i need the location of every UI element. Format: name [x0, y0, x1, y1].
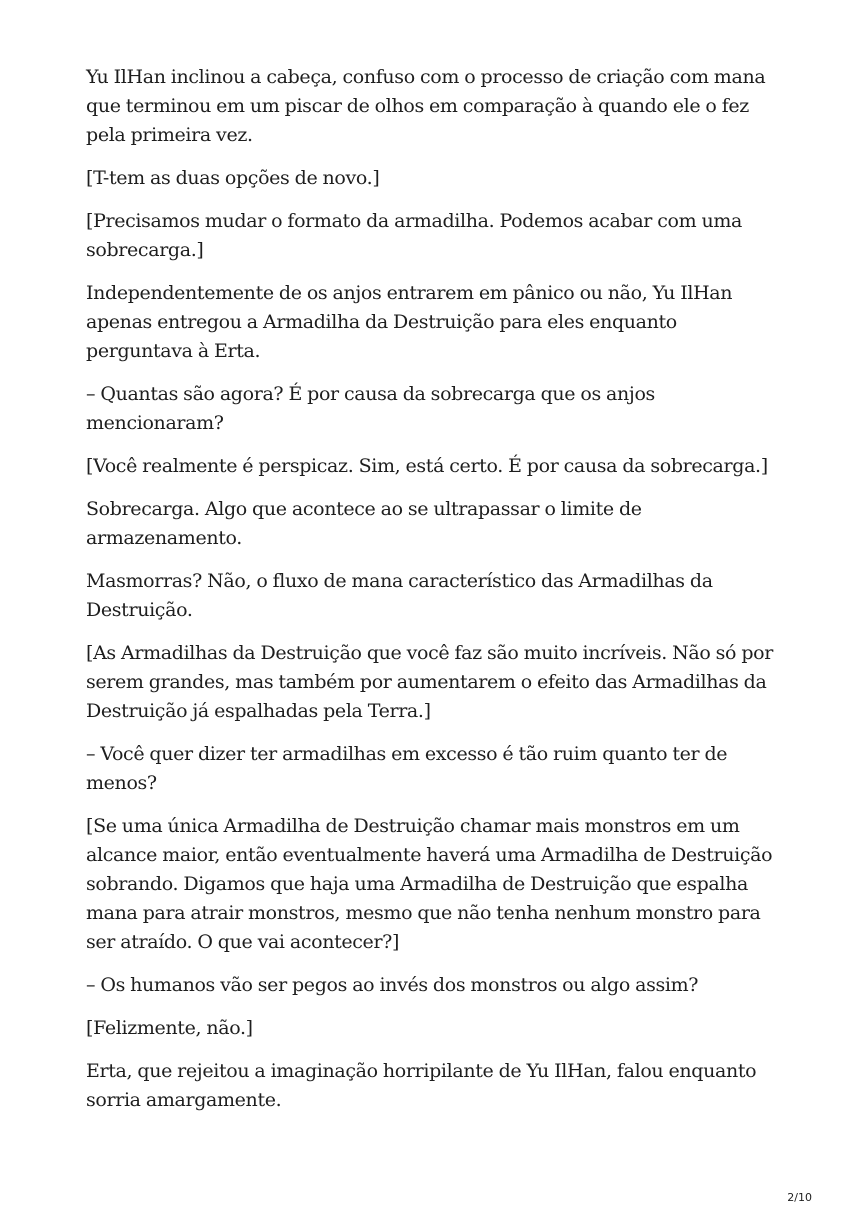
paragraph: [T-tem as duas opções de novo.] [86, 167, 380, 189]
paragraph: Independentemente de os anjos entrarem em pânico ou não, Yu IlHan apenas entregou a Armadilha da Destruição para eles enquanto perguntava à Erta. [86, 282, 733, 362]
paragraph: – Você quer dizer ter armadilhas em excesso é tão ruim quanto ter de menos? [86, 743, 728, 794]
paragraph: Sobrecarga. Algo que acontece ao se ultrapassar o limite de armazenamento. [86, 498, 642, 549]
paragraph: Masmorras? Não, o fluxo de mana característico das Armadilhas da Destruição. [86, 570, 713, 621]
paragraph: Yu IlHan inclinou a cabeça, confuso com o processo de criação com mana que terminou em um piscar de olhos em comparação à quando ele o fez pela primeira vez. [86, 66, 766, 146]
paragraph: [Você realmente é perspicaz. Sim, está certo. É por causa da sobrecarga.] [86, 455, 768, 477]
paragraph: – Os humanos vão ser pegos ao invés dos monstros ou algo assim? [86, 974, 699, 996]
paragraph: [Se uma única Armadilha de Destruição chamar mais monstros em um alcance maior, então eventualmente haverá uma Armadilha de Destruição sobrando. Digamos que haja uma Armadilha de Destruição que espalha mana para atrair monstros, mesmo que não tenha nenhum monstro para ser atraído. O que vai acontecer?] [86, 815, 773, 953]
paragraph: Erta, que rejeitou a imaginação horripilante de Yu IlHan, falou enquanto sorria amargamente. [86, 1060, 757, 1111]
paragraph: [Precisamos mudar o formato da armadilha. Podemos acabar com uma sobrecarga.] [86, 210, 742, 261]
page-number: 2/10 [787, 1191, 812, 1204]
paragraph: – Quantas são agora? É por causa da sobrecarga que os anjos mencionaram? [86, 383, 655, 434]
paragraph: [As Armadilhas da Destruição que você faz são muito incríveis. Não só por serem grandes, mas também por aumentarem o efeito das Armadilhas da Destruição já espalhadas pela Terra.] [86, 642, 773, 722]
document-body [86, 63, 786, 1129]
paragraph: [Felizmente, não.] [86, 1017, 253, 1039]
